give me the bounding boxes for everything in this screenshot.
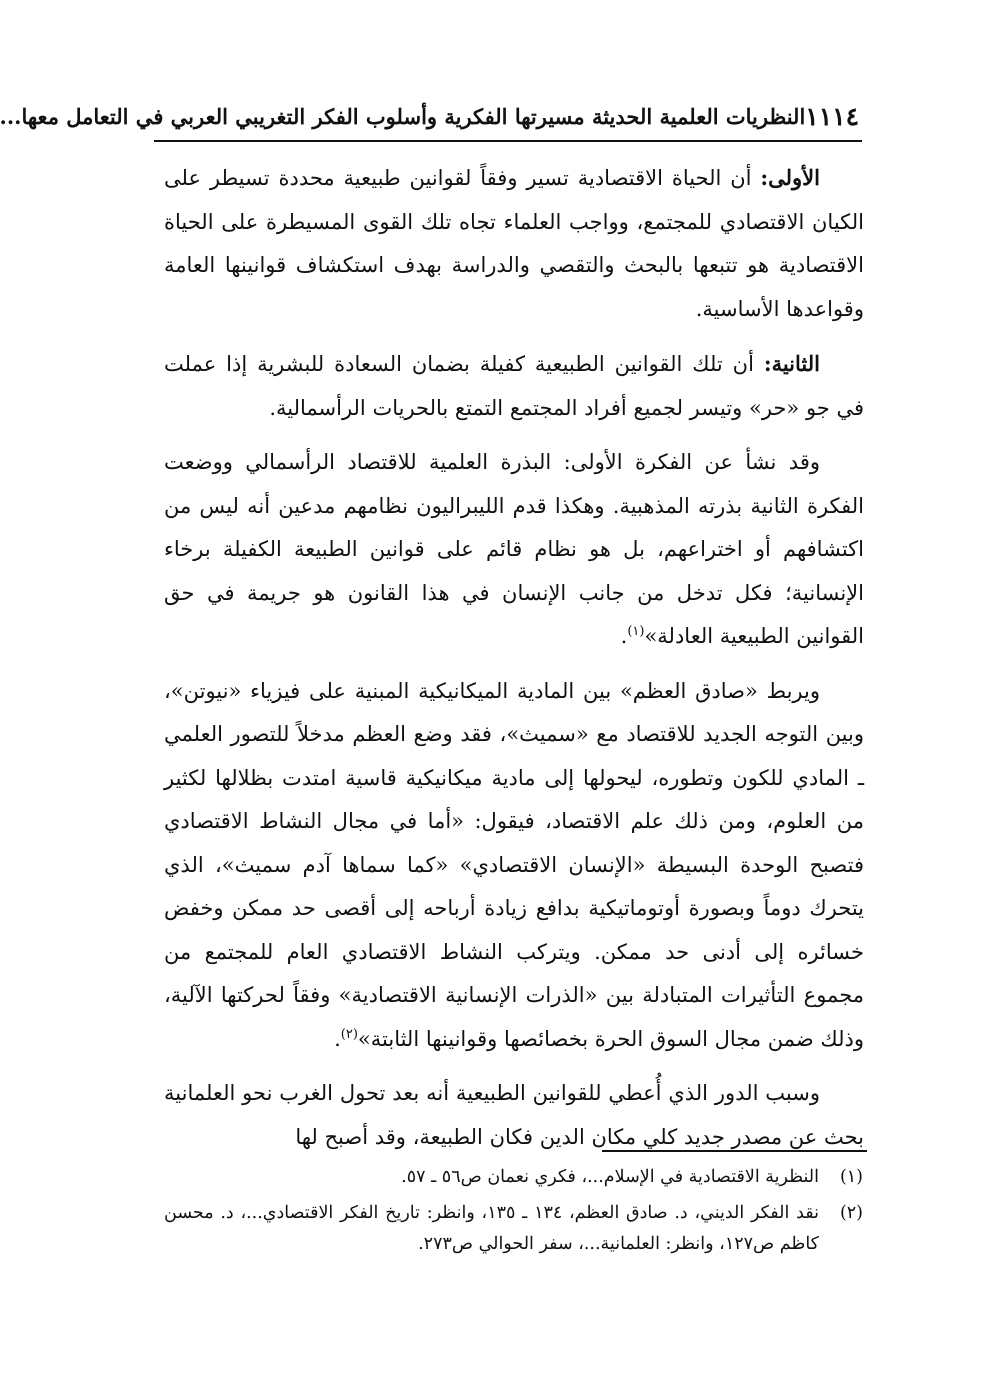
running-header [0, 96, 859, 136]
paragraph-text: وقد نشأ عن الفكرة الأولى: البذرة العلمية للاقتصاد الرأسمالي ووضعت الفكرة الثانية بذرته المذهبية. وهكذا قدم الليبراليون نظامهم مدعين أنه ليس من اكتشافهم أو اختراعهم، بل هو نظام قائم على قوانين الطبيعة الكفيلة برخاء الإنسانية؛ فكل تدخل من جانب الإنسان في هذا القانون هو جريمة في حق القوانين الطبيعية العادلة» [164, 450, 864, 648]
paragraph-text: وسبب الدور الذي أُعطي للقوانين الطبيعية أنه بعد تحول الغرب نحو العلمانية بحث عن مصدر جديد كلي مكان الدين فكان الطبيعة، وقد أصبح لها [164, 1081, 864, 1149]
paragraph-natural-laws [164, 1072, 864, 1159]
running-header-title: النظريات العلمية الحديثة مسيرتها الفكرية وأسلوب الفكر التغريبي العربي في التعامل معها... [0, 103, 806, 129]
paragraph-second-idea [164, 342, 864, 430]
paragraph-lead: الأولى: [760, 165, 820, 190]
footnote-2 [164, 1198, 863, 1260]
footnote-text: النظرية الاقتصادية في الإسلام...، فكري نعمان ص٥٦ ـ ٥٧. [401, 1167, 819, 1187]
footnote-number: (٢) [839, 1203, 863, 1223]
footnote-reference-2[interactable]: (٢) [340, 1026, 358, 1042]
footnote-divider [602, 1150, 867, 1152]
main-text [164, 156, 864, 1159]
footnotes [164, 1162, 863, 1265]
footnote-reference-1[interactable]: (١) [627, 624, 645, 639]
paragraph-azm [164, 670, 864, 1062]
footnote-1 [164, 1162, 863, 1193]
paragraph-end: . [334, 1026, 341, 1051]
paragraph-text: ويربط «صادق العظم» بين المادية الميكانيكية المبنية على فيزياء «نيوتن»، وبين التوجه الجديد للاقتصاد مع «سميث»، فقد وضع العظم مدخلاً للتصور العلمي ـ المادي للكون وتطوره، ليحولها إلى مادية ميكانيكية قاسية امتدت بظلالها لكثير من العلوم، ومن ذلك علم الاقتصاد، فيقول: «أما في مجال النشاط الاقتصادي فتصبح الوحدة البسيطة «الإنسان الاقتصادي» «كما سماها آدم سميث»، الذي يتحرك دوماً وبصورة أوتوماتيكية بدافع زيادة أرباحه إلى أقصى حد ممكن وخفض خسائره إلى أدنى حد ممكن. ويتركب النشاط الاقتصادي العام للمجتمع من مجموع التأثيرات المتبادلة بين «الذرات الإنسانية الاقتصادية» وفقاً لحركتها الآلية، وذلك ضمن مجال السوق الحرة بخصائصها وقوانينها الثابتة» [164, 678, 864, 1051]
paragraph-lead: الثانية: [763, 351, 820, 376]
footnote-text: نقد الفكر الديني، د. صادق العظم، ١٣٤ ـ ١٣٥، وانظر: تاريخ الفكر الاقتصادي...، د. محسن كاظم ص١٢٧، وانظر: العلمانية...، سفر الحوالي ص٢٧٣. [164, 1203, 820, 1254]
paragraph-text: أن الحياة الاقتصادية تسير وفقاً لقوانين طبيعية محددة تسيطر على الكيان الاقتصادي للمجتمع، وواجب العلماء تجاه تلك القوى المسيطرة على الحياة الاقتصادية هو تتبعها بالبحث والتقصي والدراسة بهدف استكشاف قوانينها العامة وقواعدها الأساسية. [164, 166, 864, 321]
paragraph-end: . [620, 624, 628, 648]
header-divider [154, 140, 862, 142]
paragraph-text: أن تلك القوانين الطبيعية كفيلة بضمان السعادة للبشرية إذا عملت في جو «حر» وتيسر لجميع أفراد المجتمع التمتع بالحريات الرأسمالية. [164, 352, 864, 420]
paragraph-origin [164, 441, 864, 659]
footnote-number: (١) [839, 1167, 863, 1187]
page-number: ١١١٤ [805, 101, 859, 131]
paragraph-first-idea [164, 156, 864, 331]
